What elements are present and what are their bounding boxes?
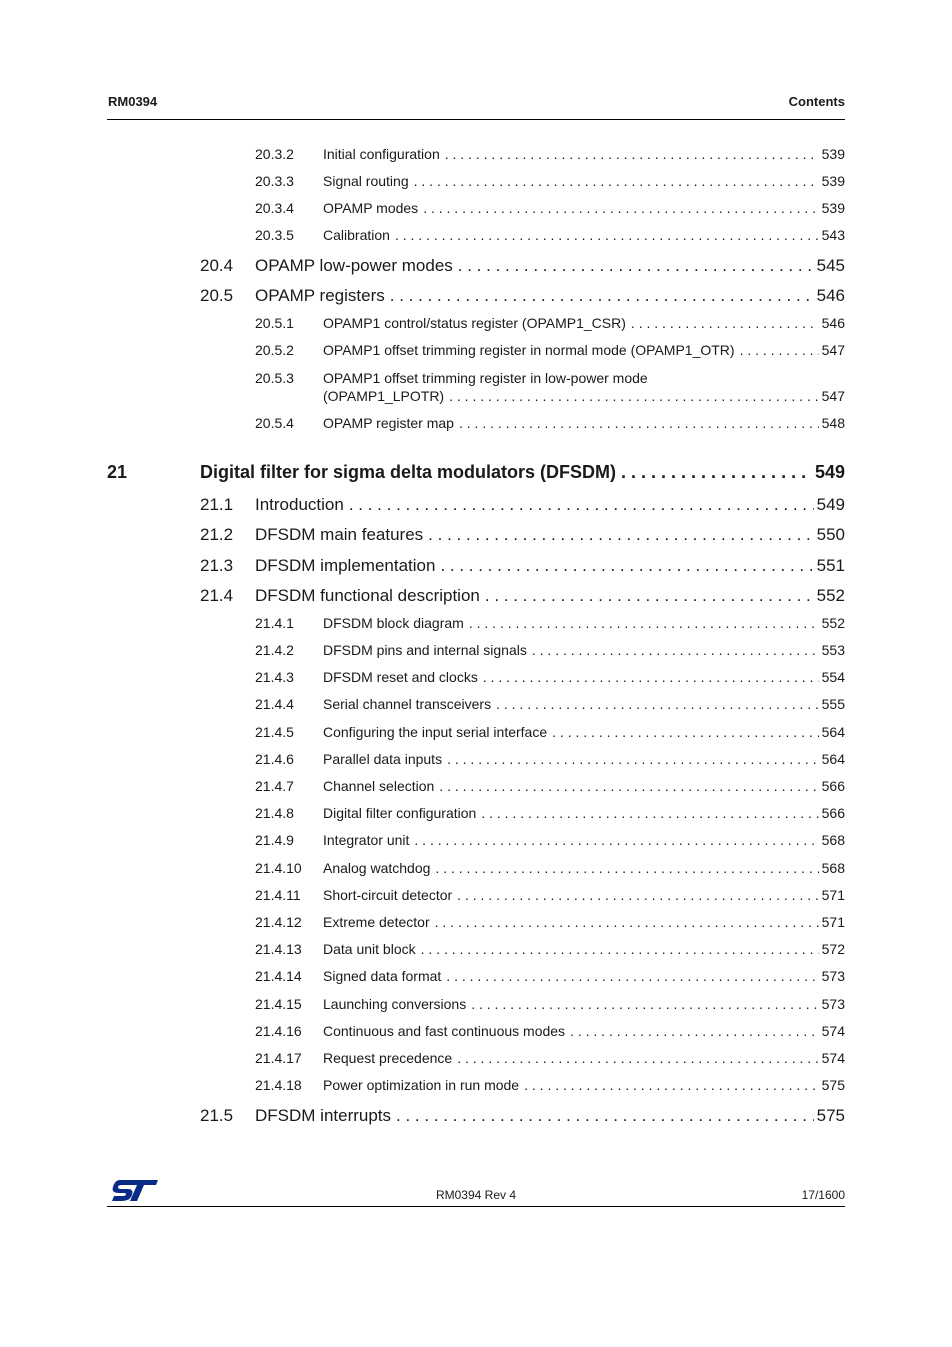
page-header — [107, 93, 845, 120]
toc-entry-page[interactable]: 555 — [819, 696, 845, 712]
toc-entry-number: 20.5.1 — [255, 315, 294, 331]
toc-entry[interactable] — [323, 751, 845, 767]
toc-entry-title[interactable]: DFSDM interrupts — [255, 1106, 396, 1126]
toc-entry-page[interactable]: 573 — [819, 968, 845, 984]
toc-entry[interactable] — [323, 1023, 845, 1039]
toc-entry-number: 21.1 — [200, 495, 234, 514]
toc-entry-title[interactable]: Request precedence — [323, 1050, 457, 1066]
toc-entry-title[interactable]: DFSDM reset and clocks — [323, 669, 483, 685]
toc-entry[interactable] — [323, 1050, 845, 1066]
toc-entry-title[interactable]: Data unit block — [323, 941, 421, 957]
toc-entry-page[interactable]: 549 — [814, 495, 845, 515]
toc-entry-number: 21.4.4 — [255, 696, 294, 712]
toc-entry-title[interactable]: Parallel data inputs — [323, 751, 447, 767]
toc-entry-page[interactable]: 571 — [819, 887, 845, 903]
dot-leader — [414, 173, 819, 189]
dot-leader — [740, 342, 819, 358]
dot-leader — [570, 1023, 819, 1039]
dot-leader — [435, 914, 819, 930]
toc-entry-page[interactable]: 549 — [812, 462, 845, 483]
dot-leader — [395, 227, 819, 243]
toc-entry-number: 20.5.2 — [255, 342, 294, 358]
toc-entry-page[interactable]: 539 — [819, 173, 845, 189]
toc-entry[interactable] — [323, 315, 845, 331]
toc-entry-title[interactable]: DFSDM block diagram — [323, 615, 469, 631]
toc-entry-number: 21.4.5 — [255, 724, 294, 740]
toc-entry-title[interactable]: Configuring the input serial interface — [323, 724, 552, 740]
toc-entry-page[interactable]: 572 — [819, 941, 845, 957]
toc-entry[interactable] — [323, 941, 845, 957]
toc-entry-number: 21.4.3 — [255, 669, 294, 685]
toc-entry[interactable] — [323, 342, 845, 358]
toc-entry-number: 21.4.17 — [255, 1050, 302, 1066]
dot-leader — [532, 642, 819, 658]
toc-entry-title[interactable]: DFSDM pins and internal signals — [323, 642, 532, 658]
toc-entry-page[interactable]: 546 — [814, 286, 845, 306]
toc-entry-page[interactable]: 550 — [814, 525, 845, 545]
toc-entry-page[interactable]: 573 — [819, 996, 845, 1012]
toc-entry-page[interactable]: 547 — [819, 342, 845, 358]
dot-leader — [445, 146, 819, 162]
toc-entry-number: 21.4.13 — [255, 941, 302, 957]
dot-leader — [446, 968, 818, 984]
dot-leader — [428, 525, 813, 545]
toc-entry-page[interactable]: 568 — [819, 860, 845, 876]
toc-entry-number: 21.4.10 — [255, 860, 302, 876]
toc-entry[interactable] — [323, 724, 845, 740]
toc-entry-page[interactable]: 554 — [819, 669, 845, 685]
toc-entry-number: 21.4.15 — [255, 996, 302, 1012]
toc-entry-title[interactable]: Calibration — [323, 227, 395, 243]
toc-entry-number: 21.3 — [200, 556, 234, 575]
toc-entry-page[interactable]: 568 — [819, 832, 845, 848]
toc-entry-number: 21.4.7 — [255, 778, 294, 794]
toc-entry[interactable] — [323, 696, 845, 712]
dot-leader — [524, 1077, 819, 1093]
toc-entry-number: 21.2 — [200, 525, 234, 544]
toc-entry-page[interactable]: 564 — [819, 751, 845, 767]
toc-entry-title[interactable]: OPAMP modes — [323, 200, 423, 216]
toc-entry-number: 20.5.4 — [255, 415, 294, 431]
toc-entry-number: 20.3.2 — [255, 146, 294, 162]
page-number: 17/1600 — [801, 1188, 845, 1202]
dot-leader — [458, 256, 814, 276]
toc-entry-page[interactable]: 552 — [814, 586, 845, 606]
dot-leader — [483, 669, 819, 685]
toc-entry[interactable] — [255, 495, 845, 515]
dot-leader — [621, 462, 812, 483]
toc-entry-title[interactable]: OPAMP1 control/status register (OPAMP1_CSR) — [323, 315, 631, 331]
toc-entry-title[interactable]: Digital filter for sigma delta modulators (DFSDM) — [200, 462, 621, 483]
toc-entry-page[interactable]: 566 — [819, 805, 845, 821]
toc-entry-title[interactable]: Power optimization in run mode — [323, 1077, 524, 1093]
toc-entry-title[interactable]: OPAMP register map — [323, 415, 459, 431]
toc-entry-number: 21.4 — [200, 586, 234, 605]
toc-entry[interactable] — [255, 256, 845, 276]
dot-leader — [435, 860, 818, 876]
toc-entry-title[interactable]: Channel selection — [323, 778, 439, 794]
dot-leader — [447, 751, 819, 767]
toc-entry-page[interactable]: 546 — [819, 315, 845, 331]
toc-entry-page[interactable]: 553 — [819, 642, 845, 658]
dot-leader — [423, 200, 818, 216]
toc-entry[interactable] — [255, 556, 845, 576]
dot-leader — [440, 556, 813, 576]
dot-leader — [349, 495, 814, 515]
toc-entry[interactable] — [323, 805, 845, 821]
toc-entry[interactable] — [323, 227, 845, 243]
toc-entry[interactable] — [323, 173, 845, 189]
dot-leader — [421, 941, 819, 957]
toc-entry-title[interactable]: Initial configuration — [323, 146, 445, 162]
toc-entry-number: 21.4.6 — [255, 751, 294, 767]
toc-entry-number: 21.4.2 — [255, 642, 294, 658]
toc-entry-number: 21.4.16 — [255, 1023, 302, 1039]
toc-entry-page[interactable]: 552 — [819, 615, 845, 631]
toc-entry-title[interactable]: OPAMP low-power modes — [255, 256, 458, 276]
toc-entry-number: 21 — [107, 462, 128, 482]
toc-entry-title[interactable]: OPAMP registers — [255, 286, 390, 306]
toc-entry-title[interactable]: DFSDM implementation — [255, 556, 440, 576]
toc-entry[interactable] — [323, 968, 845, 984]
dot-leader — [485, 586, 814, 606]
toc-entry-number: 20.3.3 — [255, 173, 294, 189]
toc-entry-title[interactable]: Launching conversions — [323, 996, 471, 1012]
toc-entry-number: 21.4.14 — [255, 968, 302, 984]
toc-entry[interactable] — [323, 200, 845, 216]
toc-entry-title[interactable]: OPAMP1 offset trimming register in normal mode (OPAMP1_OTR) — [323, 342, 740, 358]
dot-leader — [496, 696, 819, 712]
dot-leader — [631, 315, 819, 331]
dot-leader — [481, 805, 818, 821]
toc-entry[interactable] — [323, 388, 845, 404]
toc-entry-number: 21.4.11 — [255, 887, 301, 903]
toc-entry-page[interactable]: 574 — [819, 1050, 845, 1066]
dot-leader — [469, 615, 819, 631]
toc-entry[interactable] — [323, 642, 845, 658]
toc-entry-title[interactable]: OPAMP1 offset trimming register in low-power mode — [323, 370, 648, 386]
toc-entry-title[interactable]: DFSDM functional description — [255, 586, 485, 606]
toc-entry-number: 21.4.8 — [255, 805, 294, 821]
toc-entry[interactable] — [323, 778, 845, 794]
toc-entry-page[interactable]: 551 — [814, 556, 845, 576]
toc-entry-title[interactable]: Serial channel transceivers — [323, 696, 496, 712]
toc-entry[interactable] — [200, 462, 845, 483]
toc-entry-title[interactable]: Short-circuit detector — [323, 887, 457, 903]
toc-entry[interactable] — [323, 914, 845, 930]
dot-leader — [459, 415, 819, 431]
toc-entry[interactable] — [323, 415, 845, 431]
dot-leader — [552, 724, 819, 740]
toc-entry[interactable] — [323, 996, 845, 1012]
toc-entry-number: 21.4.9 — [255, 832, 294, 848]
toc-entry-number: 21.4.1 — [255, 615, 294, 631]
toc-entry[interactable] — [255, 286, 845, 306]
toc-entry-title[interactable]: Introduction — [255, 495, 349, 515]
toc-entry-title[interactable]: Digital filter configuration — [323, 805, 481, 821]
toc-entry-number: 21.4.18 — [255, 1077, 302, 1093]
toc-entry-title[interactable]: Signed data format — [323, 968, 446, 984]
dot-leader — [471, 996, 818, 1012]
toc-entry-page[interactable]: 545 — [814, 256, 845, 276]
toc-entry-title[interactable]: Continuous and fast continuous modes — [323, 1023, 570, 1039]
toc-entry-title[interactable]: Integrator unit — [323, 832, 414, 848]
toc-entry-page[interactable]: 548 — [819, 415, 845, 431]
toc-entry-page[interactable]: 539 — [819, 200, 845, 216]
page-footer — [107, 1180, 845, 1207]
toc-entry[interactable] — [323, 146, 845, 162]
section-title: Contents — [788, 94, 845, 109]
toc-entry[interactable] — [255, 525, 845, 545]
dot-leader — [457, 1050, 818, 1066]
toc-entry-number: 20.3.5 — [255, 227, 294, 243]
toc-entry-page[interactable]: 564 — [819, 724, 845, 740]
toc-entry-title[interactable]: Analog watchdog — [323, 860, 435, 876]
toc-entry[interactable] — [323, 669, 845, 685]
toc-entry-number: 21.5 — [200, 1106, 234, 1125]
toc-entry-title[interactable]: DFSDM main features — [255, 525, 428, 545]
toc-entry-number: 20.5 — [200, 286, 234, 305]
dot-leader — [414, 832, 818, 848]
toc-entry-number: 20.5.3 — [255, 370, 294, 386]
toc-entry-page[interactable]: 543 — [819, 227, 845, 243]
toc-entry-title[interactable]: Signal routing — [323, 173, 414, 189]
toc-entry-page[interactable]: 539 — [819, 146, 845, 162]
toc-entry[interactable] — [323, 1077, 845, 1093]
toc-entry-title[interactable]: (OPAMP1_LPOTR) — [323, 388, 449, 404]
dot-leader — [457, 887, 818, 903]
toc-entry[interactable] — [323, 832, 845, 848]
document-id: RM0394 — [108, 94, 158, 109]
toc-entry-page[interactable]: 566 — [819, 778, 845, 794]
toc-entry-page[interactable]: 571 — [819, 914, 845, 930]
toc-entry-number: 20.4 — [200, 256, 234, 275]
toc-entry-page[interactable]: 575 — [814, 1106, 845, 1126]
toc-entry-title[interactable]: Extreme detector — [323, 914, 435, 930]
toc-entry-page[interactable]: 547 — [819, 388, 845, 404]
toc-entry[interactable] — [255, 1106, 845, 1126]
toc-entry-number: 20.3.4 — [255, 200, 294, 216]
dot-leader — [439, 778, 818, 794]
toc-entry-page[interactable]: 574 — [819, 1023, 845, 1039]
dot-leader — [449, 388, 819, 404]
dot-leader — [390, 286, 814, 306]
toc-entry-page[interactable]: 575 — [819, 1077, 845, 1093]
toc-entry[interactable] — [323, 615, 845, 631]
document-revision: RM0394 Rev 4 — [435, 1188, 517, 1202]
toc-entry[interactable] — [323, 887, 845, 903]
toc-entry-number: 21.4.12 — [255, 914, 302, 930]
toc-entry[interactable] — [255, 586, 845, 606]
toc-entry[interactable] — [323, 860, 845, 876]
dot-leader — [396, 1106, 814, 1126]
